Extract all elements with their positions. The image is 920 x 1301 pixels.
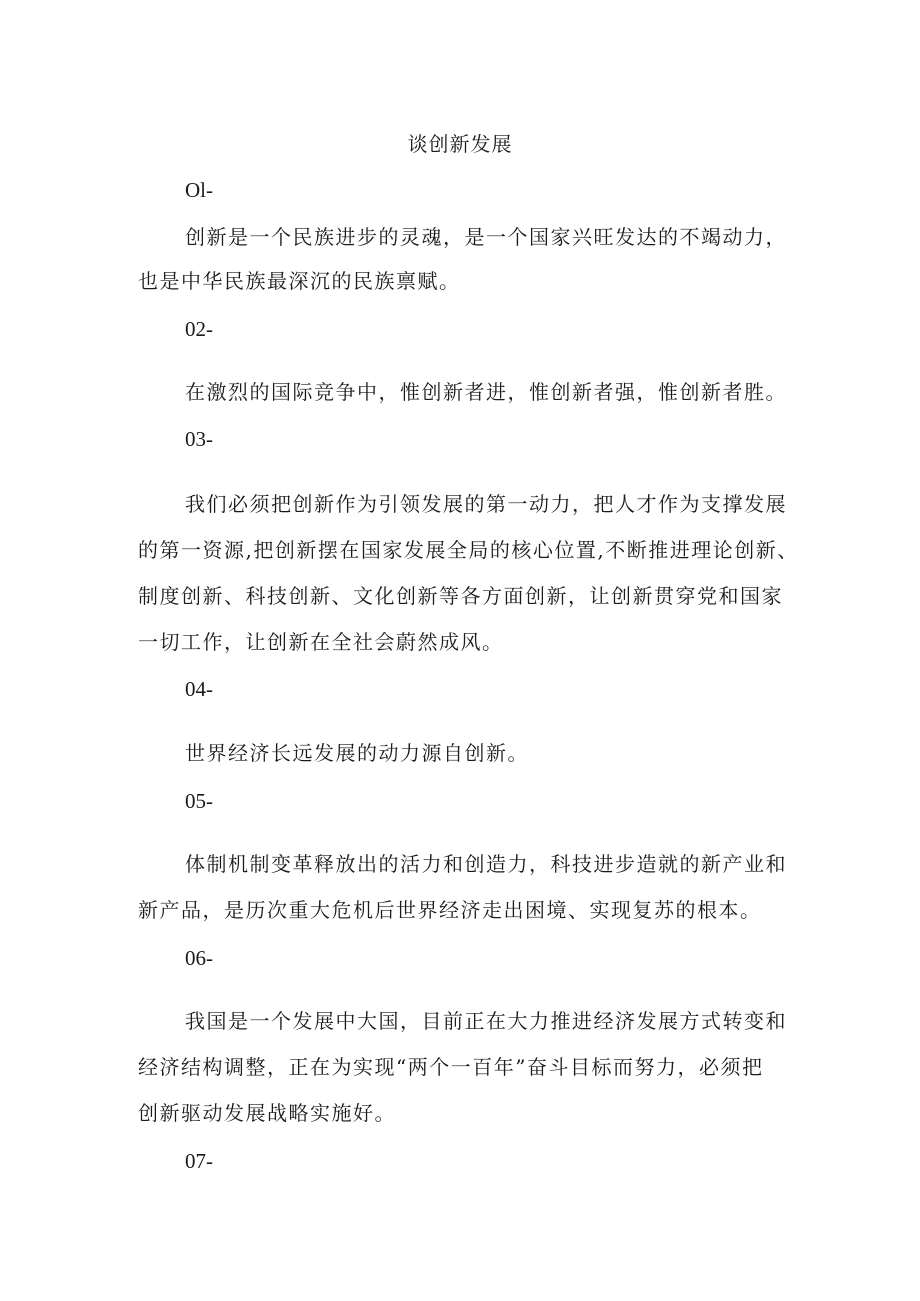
paragraph-line: 世界经济长远发展的动力源自创新。 [185,741,529,765]
paragraph-line: 在激烈的国际竞争中，惟创新者进，惟创新者强，惟创新者胜。 [185,380,787,404]
paragraph-line: 创新是一个民族进步的灵魂，是一个国家兴旺发达的不竭动力， [185,225,787,249]
paragraph-line: 新产品，是历次重大危机后世界经济走出困境、实现复苏的根本。 [138,898,762,922]
paragraph-line: 经济结构调整，正在为实现“两个一百年”奋斗目标而努力，必须把 [138,1055,764,1079]
paragraph-line: 我们必须把创新作为引领发展的第一动力，把人才作为支撑发展 [185,492,787,516]
paragraph-line: 创新驱动发展战略实施好。 [138,1101,396,1125]
section-number-03: 03- [185,427,213,451]
paragraph-line: 的第一资源,把创新摆在国家发展全局的核心位置,不断推进理论创新、 [138,538,799,562]
paragraph-line: 制度创新、科技创新、文化创新等各方面创新，让创新贯穿党和国家 [138,584,783,608]
section-number-07: 07- [185,1149,213,1173]
page-title: 谈创新发展 [407,132,513,156]
section-number-05: 05- [185,789,213,813]
paragraph-line: 体制机制变革释放出的活力和创造力，科技进步造就的新产业和 [185,852,787,876]
paragraph-line: 也是中华民族最深沉的民族禀赋。 [138,269,461,293]
section-number-06: 06- [185,946,213,970]
section-number-02: 02- [185,317,213,341]
section-number-04: 04- [185,677,213,701]
paragraph-line: 一切工作，让创新在全社会蔚然成风。 [138,630,504,654]
paragraph-line: 我国是一个发展中大国，目前正在大力推进经济发展方式转变和 [185,1009,787,1033]
section-number-01: Ol- [185,178,213,202]
